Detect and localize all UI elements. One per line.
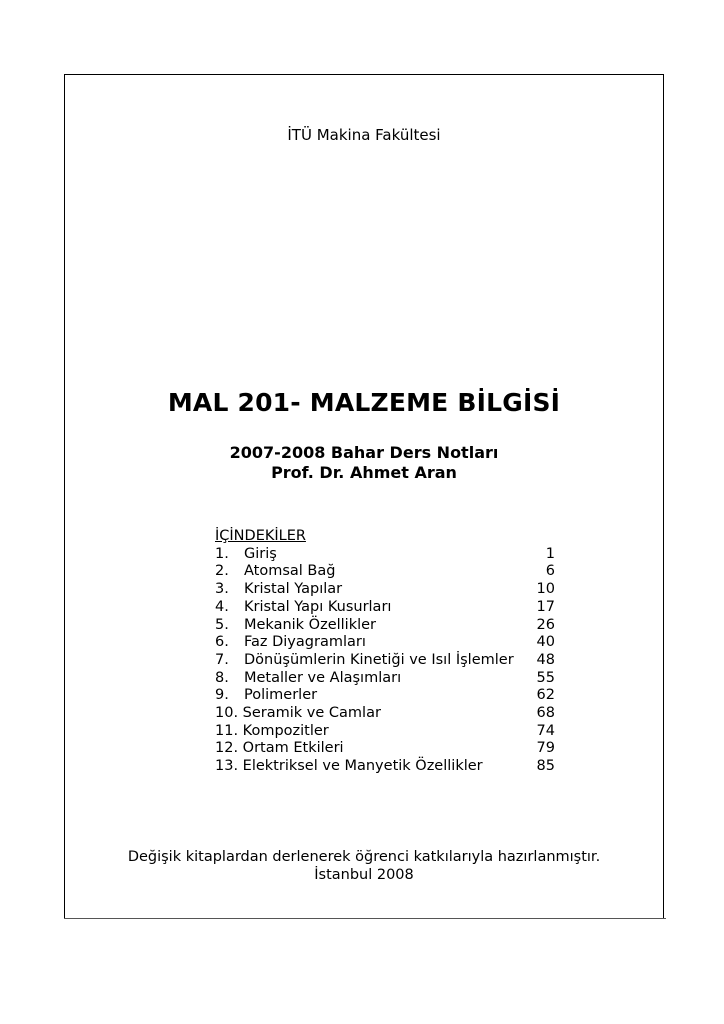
toc-item-page: 10 bbox=[536, 581, 555, 598]
page-frame bbox=[64, 74, 664, 919]
toc-item bbox=[215, 599, 555, 617]
toc-item-title: Polimerler bbox=[244, 687, 318, 704]
toc-item bbox=[215, 723, 555, 741]
toc-item-page: 74 bbox=[536, 722, 555, 739]
toc-item-page: 85 bbox=[536, 758, 555, 775]
toc-item-number: 6. bbox=[215, 634, 229, 651]
toc-item bbox=[215, 670, 555, 688]
toc-item-title: Ortam Etkileri bbox=[242, 740, 344, 757]
toc-item-number: 2. bbox=[215, 563, 229, 580]
toc-item-number: 1. bbox=[215, 545, 229, 562]
toc-item-number: 10. bbox=[215, 705, 239, 722]
toc-item-title: Kristal Yapı Kusurları bbox=[244, 598, 392, 615]
toc-item-number: 8. bbox=[215, 669, 229, 686]
toc-heading: İÇİNDEKİLER bbox=[215, 528, 306, 544]
toc-item-title: Atomsal Bağ bbox=[244, 563, 336, 580]
subtitle-block bbox=[64, 443, 664, 483]
toc-item-page: 26 bbox=[536, 616, 555, 633]
toc-item bbox=[215, 687, 555, 705]
table-of-contents bbox=[215, 528, 555, 776]
toc-item-title: Giriş bbox=[244, 545, 277, 562]
toc-item-page: 48 bbox=[536, 651, 555, 668]
toc-item-title: Metaller ve Alaşımları bbox=[244, 669, 402, 686]
toc-item bbox=[215, 634, 555, 652]
toc-item-title: Dönüşümlerin Kinetiği ve Isıl İşlemler bbox=[244, 651, 514, 668]
toc-item bbox=[215, 546, 555, 564]
toc-item-page: 62 bbox=[536, 687, 555, 704]
toc-item bbox=[215, 705, 555, 723]
bottom-rule bbox=[64, 918, 666, 919]
toc-item-page: 17 bbox=[536, 598, 555, 615]
toc-item-page: 40 bbox=[536, 634, 555, 651]
toc-item-title: Seramik ve Camlar bbox=[242, 705, 381, 722]
toc-item bbox=[215, 758, 555, 776]
course-title: MAL 201- MALZEME BİLGİSİ bbox=[167, 388, 561, 417]
toc-item-number: 11. bbox=[215, 722, 239, 739]
footer-block bbox=[64, 848, 664, 884]
compilation-note: Değişik kitaplardan derlenerek öğrenci katkılarıyla hazırlanmıştır. bbox=[127, 849, 601, 865]
toc-item bbox=[215, 581, 555, 599]
toc-item-title: Kristal Yapılar bbox=[244, 581, 343, 598]
term-label: 2007-2008 Bahar Ders Notları bbox=[229, 443, 499, 462]
toc-item bbox=[215, 617, 555, 635]
toc-item-page: 6 bbox=[545, 563, 555, 580]
toc-item-number: 12. bbox=[215, 740, 239, 757]
toc-item-number: 3. bbox=[215, 581, 229, 598]
toc-item-page: 55 bbox=[536, 669, 555, 686]
toc-item-title: Kompozitler bbox=[242, 722, 329, 739]
toc-item bbox=[215, 563, 555, 581]
toc-item-title: Elektriksel ve Manyetik Özellikler bbox=[242, 758, 483, 775]
place-year: İstanbul 2008 bbox=[314, 867, 414, 883]
toc-item-number: 4. bbox=[215, 598, 229, 615]
toc-item bbox=[215, 740, 555, 758]
faculty-name: İTÜ Makina Fakültesi bbox=[287, 126, 441, 144]
toc-item-number: 5. bbox=[215, 616, 229, 633]
toc-item-number: 13. bbox=[215, 758, 239, 775]
toc-list bbox=[215, 546, 555, 776]
toc-item-page: 68 bbox=[536, 705, 555, 722]
toc-item-title: Mekanik Özellikler bbox=[244, 616, 377, 633]
toc-item-number: 7. bbox=[215, 651, 229, 668]
toc-item-page: 1 bbox=[545, 545, 555, 562]
author-name: Prof. Dr. Ahmet Aran bbox=[271, 463, 457, 482]
toc-item-page: 79 bbox=[536, 740, 555, 757]
toc-item bbox=[215, 652, 555, 670]
toc-item-title: Faz Diyagramları bbox=[244, 634, 366, 651]
toc-item-number: 9. bbox=[215, 687, 229, 704]
